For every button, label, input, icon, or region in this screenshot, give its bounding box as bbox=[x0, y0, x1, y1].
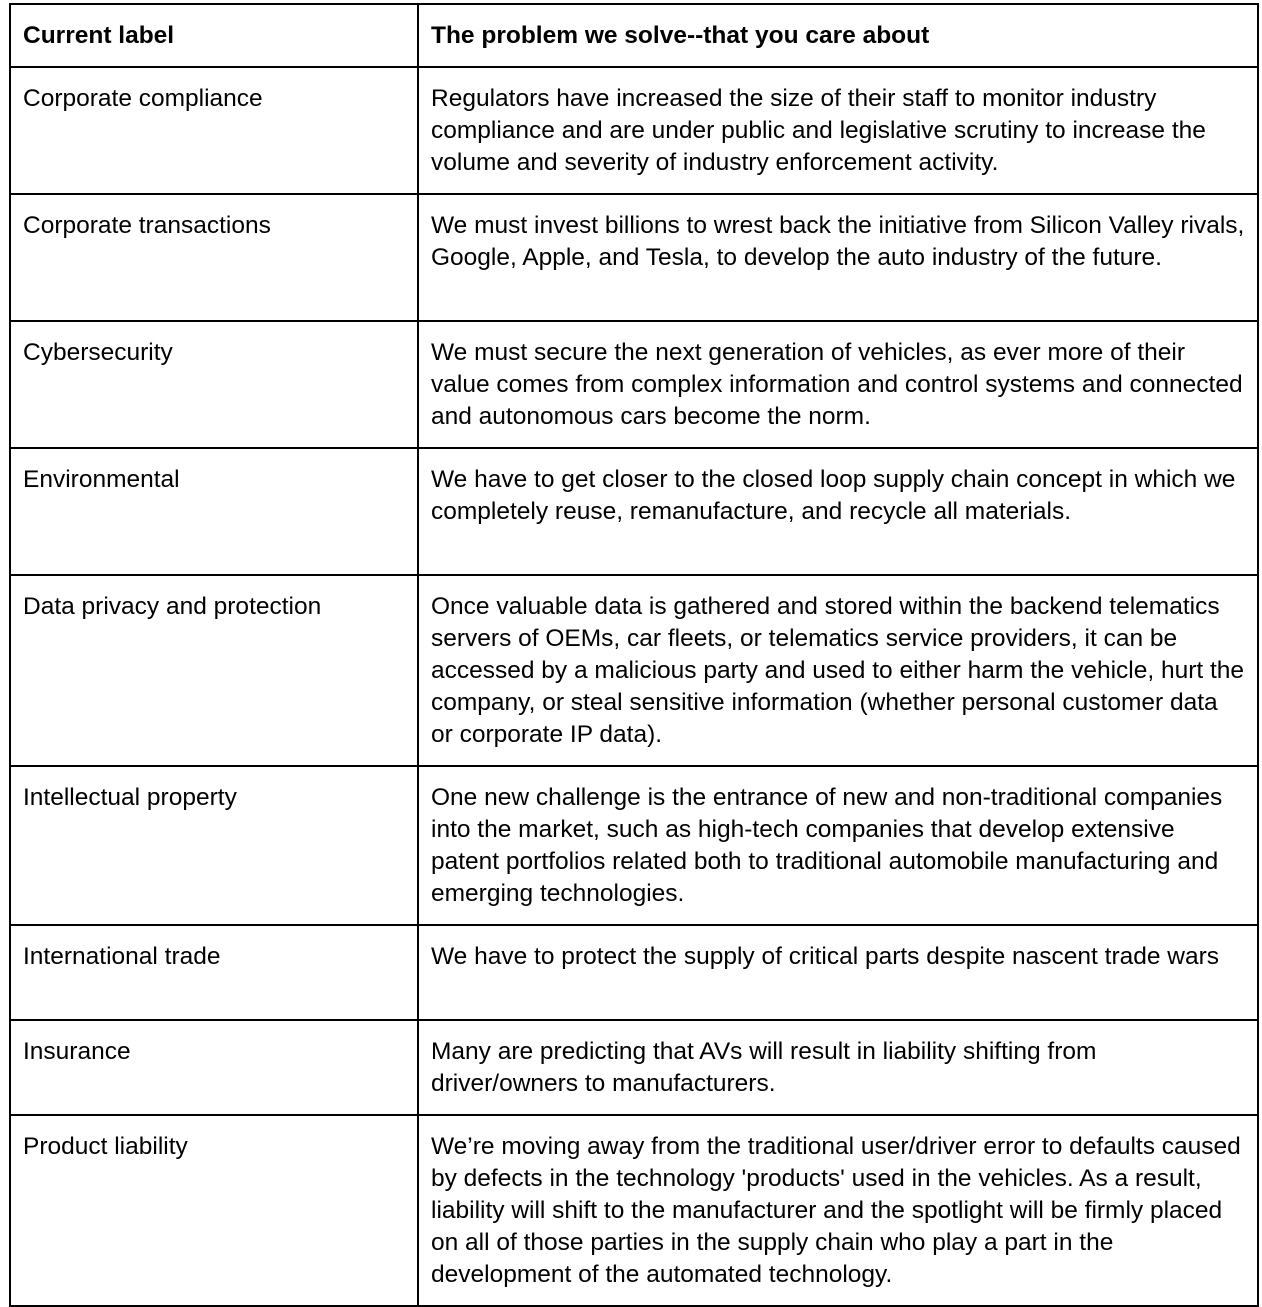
row-label: Insurance bbox=[10, 1020, 418, 1115]
row-problem: Many are predicting that AVs will result in liability shifting from driver/owners to manufacturers. bbox=[418, 1020, 1258, 1115]
row-label: Product liability bbox=[10, 1115, 418, 1306]
row-label: Cybersecurity bbox=[10, 321, 418, 448]
row-problem: One new challenge is the entrance of new and non-traditional companies into the market, such as high-tech companies that develop extensive patent portfolios related both to traditional automobile manufacturing and emerging technologies. bbox=[418, 766, 1258, 925]
table-row bbox=[10, 448, 1258, 575]
header-problem: The problem we solve--that you care about bbox=[418, 4, 1258, 67]
table-header-row bbox=[10, 4, 1258, 67]
header-current-label: Current label bbox=[10, 4, 418, 67]
table-row bbox=[10, 321, 1258, 448]
row-label: International trade bbox=[10, 925, 418, 1020]
row-label: Corporate compliance bbox=[10, 67, 418, 194]
table-row bbox=[10, 575, 1258, 766]
row-problem: Once valuable data is gathered and stored within the backend telematics servers of OEMs, car fleets, or telematics service providers, it can be accessed by a malicious party and used to either harm the vehicle, hurt the company, or steal sensitive information (whether personal customer data or corporate IP data). bbox=[418, 575, 1258, 766]
table-row bbox=[10, 194, 1258, 321]
row-label: Data privacy and protection bbox=[10, 575, 418, 766]
row-problem: We must secure the next generation of vehicles, as ever more of their value comes from complex information and control systems and connected and autonomous cars become the norm. bbox=[418, 321, 1258, 448]
table-row bbox=[10, 766, 1258, 925]
table-row bbox=[10, 1115, 1258, 1306]
table-row bbox=[10, 925, 1258, 1020]
row-label: Intellectual property bbox=[10, 766, 418, 925]
label-problem-table bbox=[9, 3, 1259, 1307]
table-row bbox=[10, 1020, 1258, 1115]
row-problem: We must invest billions to wrest back the initiative from Silicon Valley rivals, Google, Apple, and Tesla, to develop the auto industry of the future. bbox=[418, 194, 1258, 321]
row-label: Corporate transactions bbox=[10, 194, 418, 321]
row-label: Environmental bbox=[10, 448, 418, 575]
row-problem: Regulators have increased the size of their staff to monitor industry compliance and are under public and legislative scrutiny to increase the volume and severity of industry enforcement activity. bbox=[418, 67, 1258, 194]
table-row bbox=[10, 67, 1258, 194]
row-problem: We have to protect the supply of critical parts despite nascent trade wars bbox=[418, 925, 1258, 1020]
row-problem: We’re moving away from the traditional user/driver error to defaults caused by defects in the technology 'products' used in the vehicles. As a result, liability will shift to the manufacturer and the spotlight will be firmly placed on all of those parties in the supply chain who play a part in the development of the automated technology. bbox=[418, 1115, 1258, 1306]
row-problem: We have to get closer to the closed loop supply chain concept in which we completely reuse, remanufacture, and recycle all materials. bbox=[418, 448, 1258, 575]
